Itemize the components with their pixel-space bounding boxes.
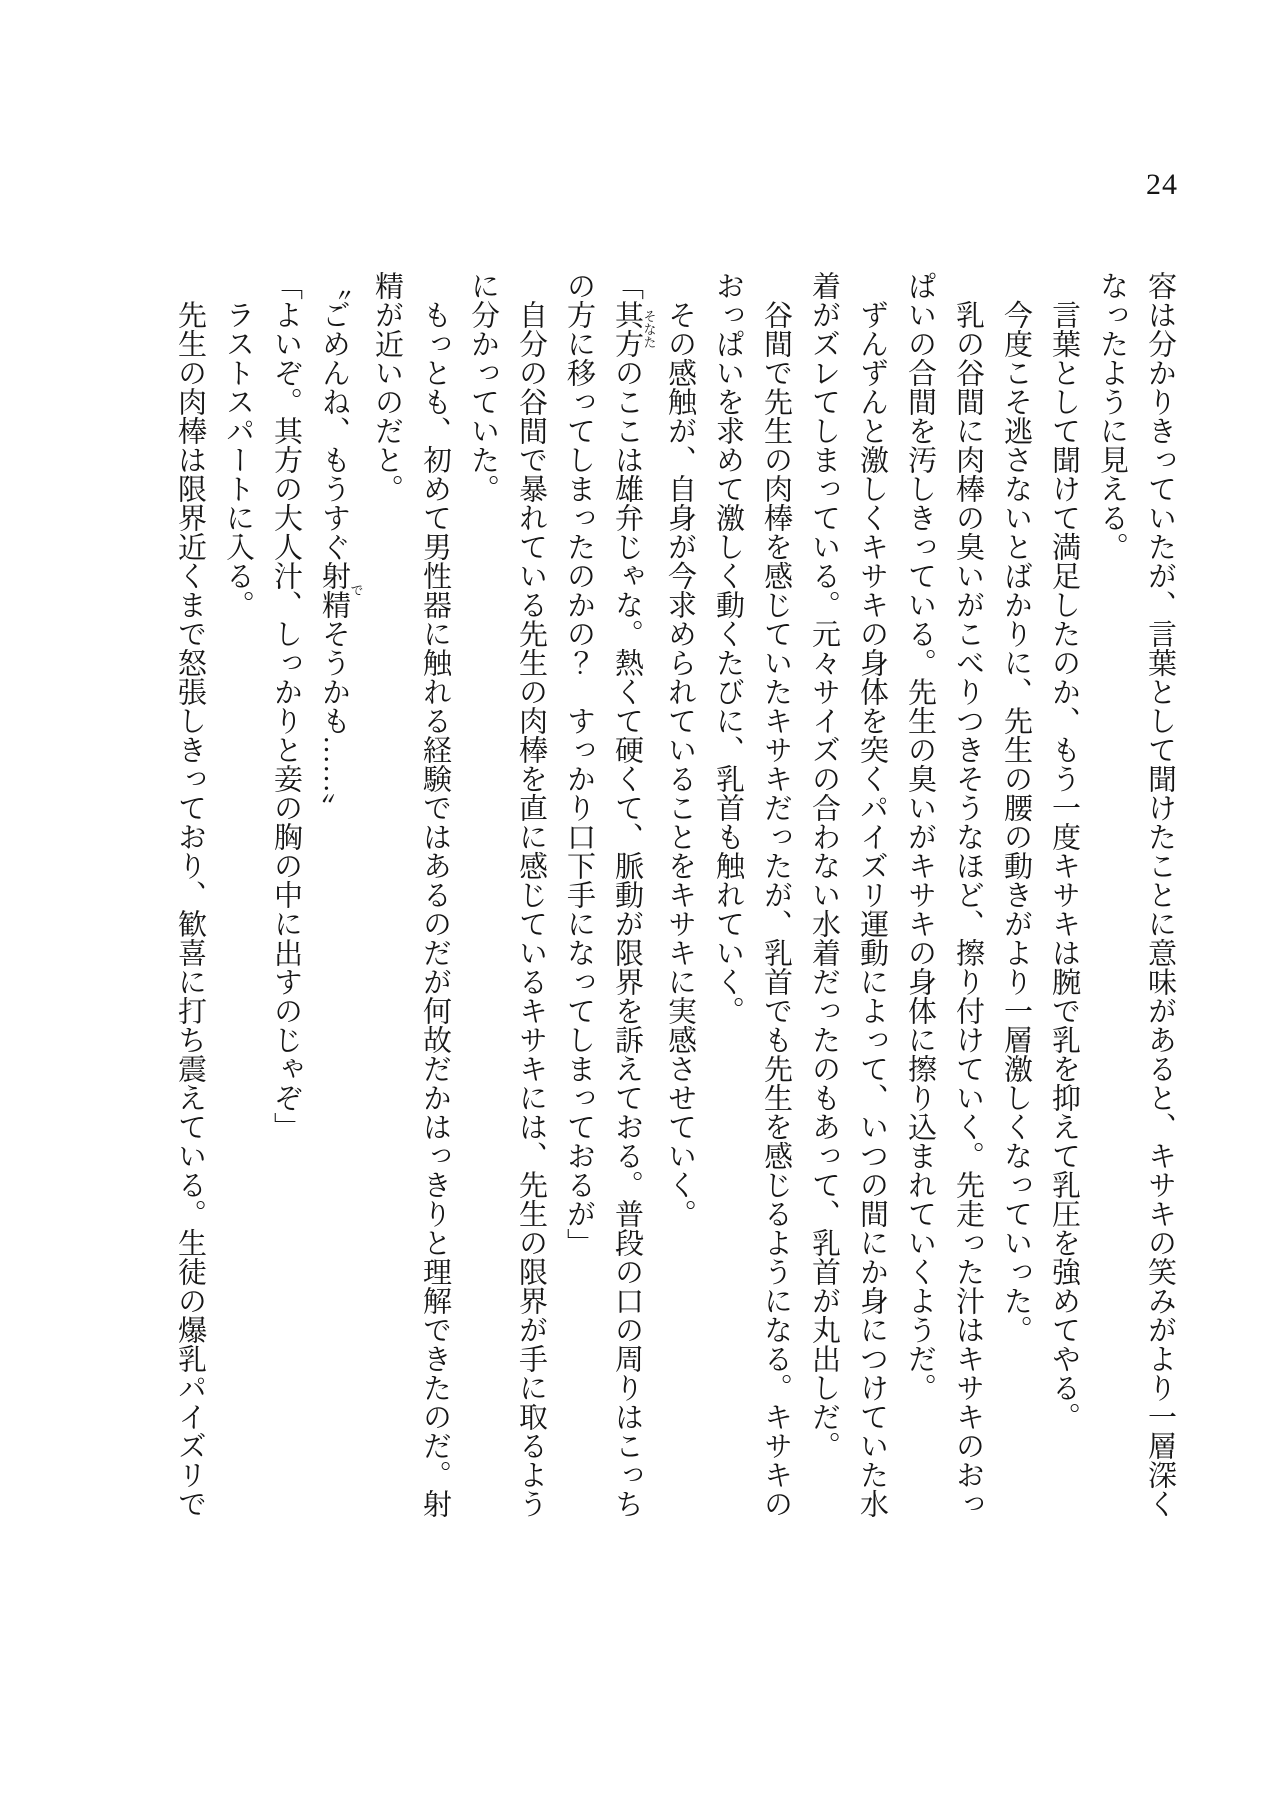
text-column: 〝ごめんね、もうすぐ射精でそうかも……〟: [318, 271, 364, 822]
text-column: 自分の谷間で暴れている先生の肉棒を直に感じているキサキには、先生の限界が手に取るよう: [515, 300, 547, 1518]
text-column: 着がズレてしまっている。元々サイズの合わない水着だったのもあって、乳首が丸出しだ。: [808, 271, 840, 1460]
text-column: なったように見える。: [1096, 271, 1128, 561]
text-column: 谷間で先生の肉棒を感じていたキサキだったが、乳首でも先生を感じるようになる。キサキの: [760, 300, 792, 1518]
text-column: に分かっていた。: [467, 271, 499, 503]
text-column: 「よいぞ。其方の大人汁、しっかりと妾の胸の中に出すのじゃぞ」: [270, 271, 302, 1141]
ruby-annotated-word: 射精で: [318, 561, 364, 619]
text-column: もっとも、初めて男性器に触れる経験ではあるのだが何故だかはっきりと理解できたのだ。射: [419, 300, 451, 1518]
text-column: 乳の谷間に肉棒の臭いがこべりつきそうなほど、擦り付けていく。先走った汁はキサキのおっ: [952, 300, 984, 1518]
text-area: [176, 271, 1184, 1581]
page-number: 24: [1146, 168, 1178, 201]
text-column: 「其方そなたのここは雄弁じゃな。熱くて硬くて、脈動が限界を訴えておる。普段の口の周りはこっち: [611, 271, 657, 1518]
text-column: 容は分かりきっていたが、言葉として聞けたことに意味があると、キサキの笑みがより一層深く: [1144, 271, 1176, 1518]
text-column: おっぱいを求めて激しく動くたびに、乳首も触れていく。: [712, 271, 744, 1025]
text-column: 今度こそ逃さないとばかりに、先生の腰の動きがより一層激しくなっていった。: [1000, 300, 1032, 1344]
text-column: その感触が、自身が今求められていることをキサキに実感させていく。: [664, 300, 696, 1228]
ruby-annotated-word: 其方そなた: [611, 300, 657, 358]
text-column: ずんずんと激しくキサキの身体を突くパイズリ運動によって、いつの間にか身につけていた水: [856, 300, 888, 1518]
text-column: ラストスパートに入る。: [222, 300, 254, 619]
text-column: の方に移ってしまったのかの？ すっかり口下手になってしまっておるが」: [563, 271, 595, 1257]
text-column: ぱいの合間を汚しきっている。先生の臭いがキサキの身体に擦り込まれていくようだ。: [904, 271, 936, 1402]
text-column: 精が近いのだと。: [371, 271, 403, 503]
text-column: 先生の肉棒は限界近くまで怒張しきっており、歓喜に打ち震えている。生徒の爆乳パイズリで: [174, 300, 206, 1518]
text-column: 言葉として聞けて満足したのか、もう一度キサキは腕で乳を抑えて乳圧を強めてやる。: [1048, 300, 1080, 1431]
